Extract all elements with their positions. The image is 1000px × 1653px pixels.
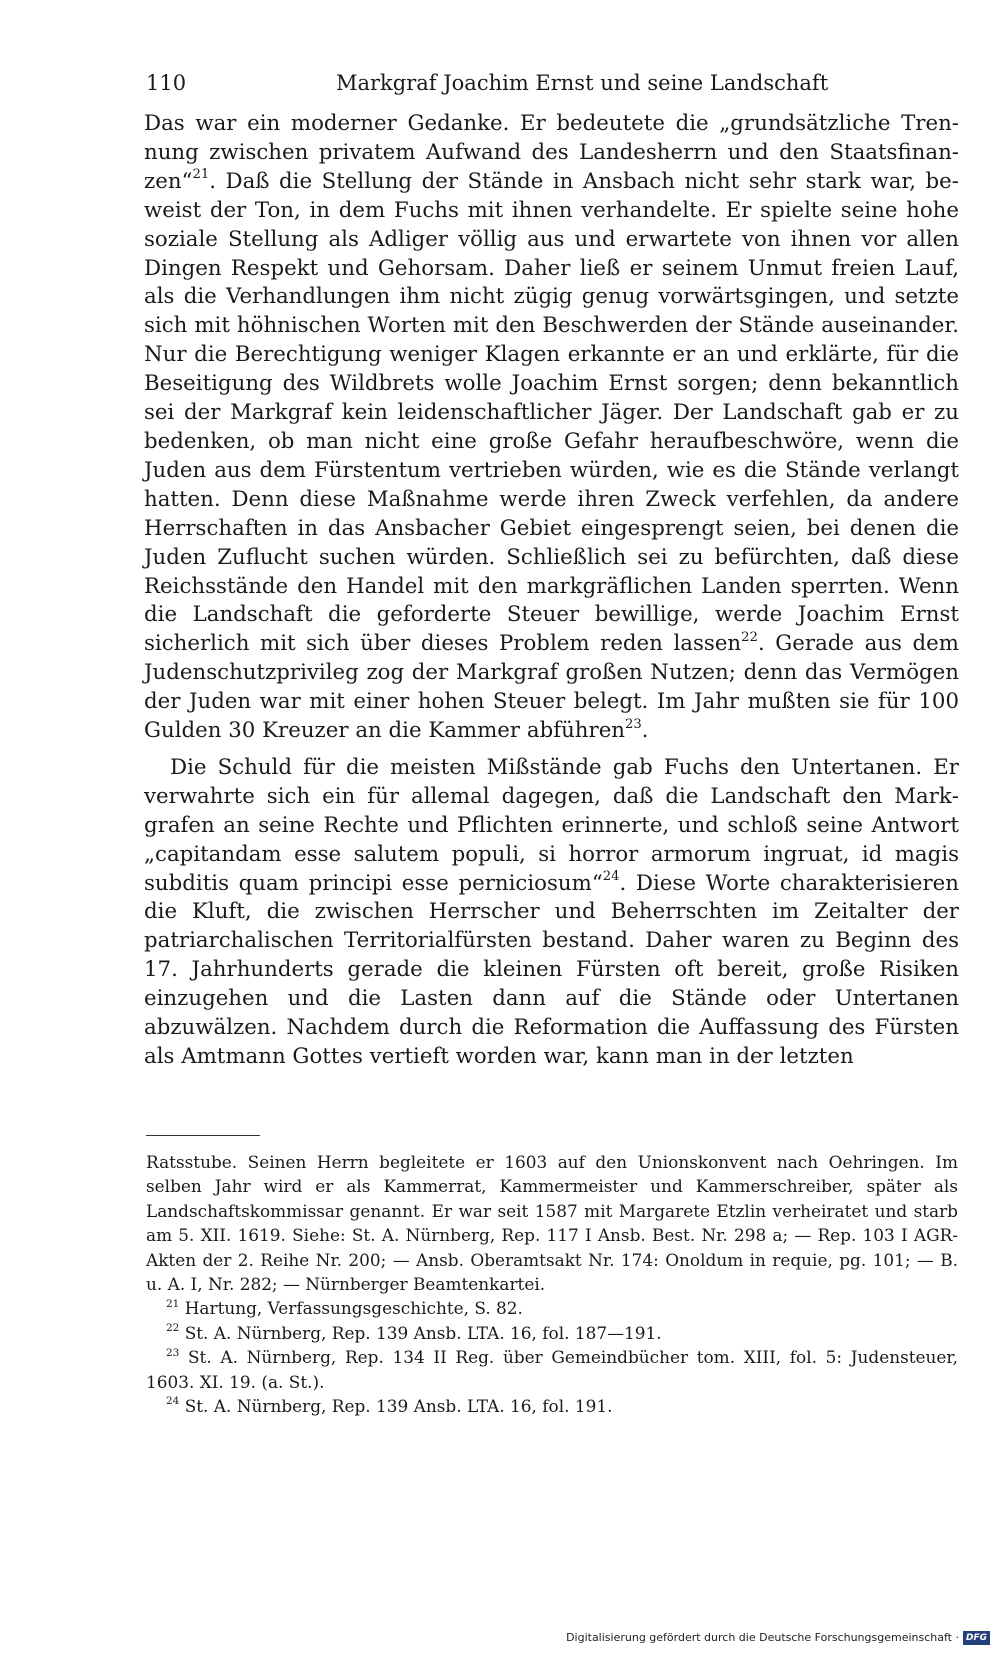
footnote-ref-21[interactable]: 21 [192, 167, 210, 183]
footnote-text: St. A. Nürnberg, Rep. 139 Ansb. LTA. 16, fol. 187—191. [179, 1322, 662, 1343]
footnote-number: 23 [166, 1346, 180, 1359]
footnote-divider [146, 1135, 260, 1136]
text-span: . Gerade aus dem Judenschutzprivileg zog der Markgraf großen Nutzen; denn das Vermögen der Juden war mit einer hohen Steuer belegt. Im Jahr mußten sie für 100 Gulden 30 Kreuzer an die Kammer abführen [144, 631, 959, 744]
paragraph-2 [144, 754, 959, 1072]
footnote-23 [146, 1345, 958, 1394]
footnote-number: 22 [166, 1322, 180, 1335]
footnote-ref-24[interactable]: 24 [602, 869, 620, 885]
footnote-continuation: Ratsstube. Seinen Herrn begleitete er 1603 auf den Unionskonvent nach Oehringen. Im selben Jahr wird er als Kammerrat, Kammermeister und Kammerschreiber, später als Landschaftskommissar genannt. Er war seit 1587 mit Margarete Etzlin verheiratet und starb am 5. XII. 1619. Siehe: St. A. Nürnberg, Rep. 117 I Ansb. Best. Nr. 298 a; — Rep. 103 I AGR-Akten der 2. Reihe Nr. 200; — Ansb. Oberamtsakt Nr. 174: Onoldum in requie, pg. 101; — B. u. A. I, Nr. 282; — Nürnberger Beamtenkartei. [146, 1152, 958, 1295]
footnote-text: St. A. Nürnberg, Rep. 139 Ansb. LTA. 16, fol. 191. [179, 1396, 613, 1417]
text-span: . Diese Worte charakterisieren die Kluft, die zwischen Herrscher und Beherrschten im Zeitalter der patriarchalischen Territorialfürsten bestand. Daher waren zu Beginn des 17. Jahrhunderts gerade die kleinen Fürsten oft bereit, große Risiken einzugehen und die Lasten dann auf die Stände oder Untertanen abzuwälzen. Nachdem durch die Reformation die Auffassung des Fürsten als Amtmann Gottes vertieft worden war, kann man in der letzten [144, 870, 959, 1069]
footnote-ref-23[interactable]: 23 [625, 716, 642, 732]
page-number: 110 [146, 71, 187, 95]
text-span: Die Schuld für die meisten Mißstände gab Fuchs den Untertanen. Er verwahrte sich ein für allemal dagegen, daß die Landschaft den Markgrafen an seine Rechte und Pflichten erinnerte, und schloß seine Antwort „capitandam esse salutem populi, si horror armorum ingruat, id magis subditis quam principi esse perniciosum“ [144, 754, 959, 896]
digitization-footer [566, 1629, 990, 1647]
funding-note: Digitalisierung gefördert durch die Deutsche Forschungsgemeinschaft · [566, 1631, 959, 1644]
main-text [144, 110, 959, 1072]
footnote-number: 24 [166, 1395, 180, 1408]
footnotes [146, 1150, 958, 1418]
text-span: . Daß die Stellung der Stände in Ansbach nicht sehr stark war, beweist der Ton, in dem Fuchs mit ihnen verhandelte. Er spielte seine hohe soziale Stellung als Adliger völlig aus und erwartete von ihnen vor allen Dingen Respekt und Gehorsam. Daher ließ er seinem Unmut freien Lauf, als die Verhandlungen ihm nicht zügig genug vorwärtsgingen, und setzte sich mit höhnischen Worten mit den Beschwerden der Stände auseinander. Nur die Berechtigung weniger Klagen erkannte er an und erklärte, für die Beseitigung des Wildbrets wolle Joachim Ernst sorgen; denn bekanntlich sei der Markgraf kein leidenschaftlicher Jäger. Der Landschaft gab er zu bedenken, ob man nicht eine große Gefahr heraufbeschwöre, wenn die Juden aus dem Fürstentum vertrieben würden, wie es die Stände verlangt hatten. Denn diese Maßnahme werde ihren Zweck verfehlen, da andere Herrschaften in das Ansbacher Gebiet eingesprengt seien, bei denen die Juden Zuflucht suchen würden. Schließlich sei zu befürchten, daß diese Reichsstände den Handel mit den markgräflichen Landen sperrten. Wenn die Landschaft die geforderte Steuer bewillige, werde Joachim Ernst sicherlich mit sich über dieses Problem reden lassen [144, 168, 959, 657]
footnote-22 [146, 1321, 958, 1345]
footnote-number: 21 [166, 1297, 180, 1310]
text-span: . [641, 718, 649, 744]
footnote-text: St. A. Nürnberg, Rep. 134 II Reg. über Gemeindbücher tom. XIII, fol. 5: Judensteuer, 1603. XI. 19. (a. St.). [146, 1347, 958, 1392]
footnote-24 [146, 1394, 958, 1418]
text-span: Das war ein moderner Gedanke. Er bedeutete die „grundsätzliche Trennung zwischen privatem Aufwand des Landesherrn und den Staatsfinanzen“ [144, 111, 959, 194]
running-title: Markgraf Joachim Ernst und seine Landschaft [336, 71, 829, 95]
footnote-ref-22[interactable]: 22 [741, 629, 758, 645]
page-header [146, 66, 958, 100]
dfg-logo[interactable]: DFG [963, 1631, 990, 1645]
paragraph-1 [144, 110, 959, 746]
footnote-text: Hartung, Verfassungsgeschichte, S. 82. [179, 1298, 523, 1319]
footnote-21 [146, 1296, 958, 1320]
